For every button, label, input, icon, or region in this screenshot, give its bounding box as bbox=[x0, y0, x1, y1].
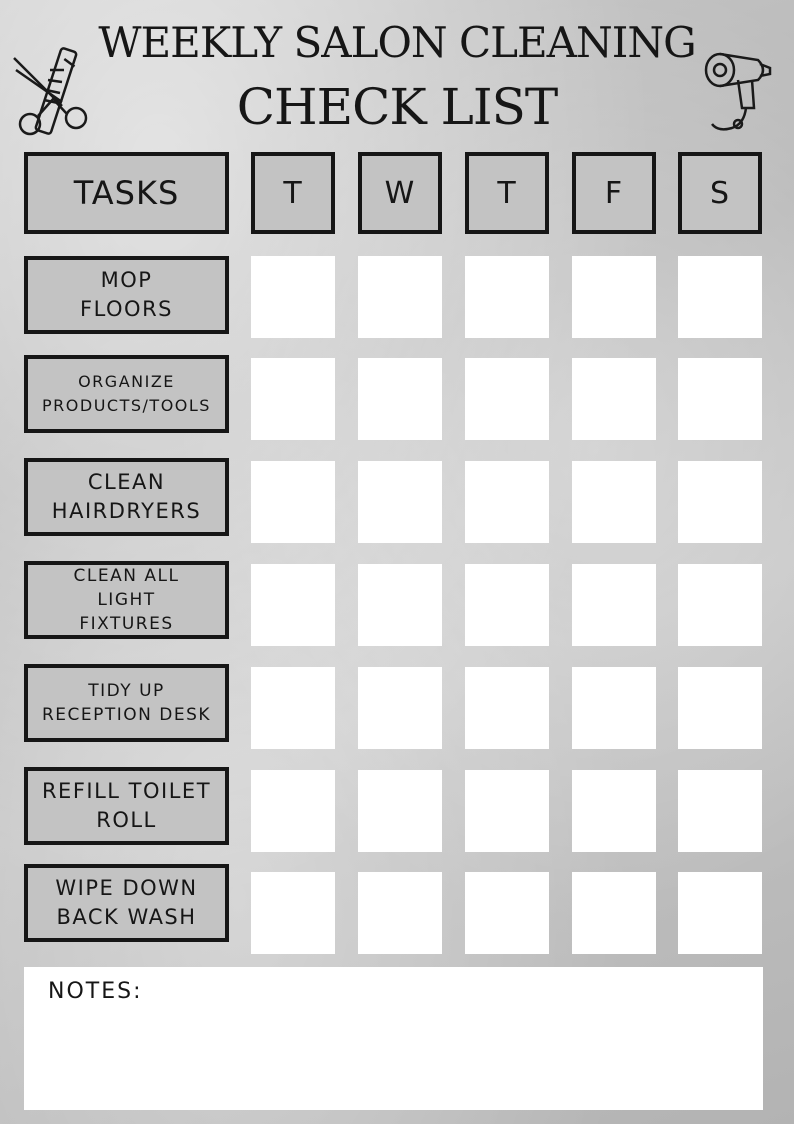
checkbox-task-6-friday[interactable] bbox=[572, 770, 656, 852]
checkbox-task-1-friday[interactable] bbox=[572, 256, 656, 338]
checkbox-task-1-saturday[interactable] bbox=[678, 256, 762, 338]
checkbox-task-2-friday[interactable] bbox=[572, 358, 656, 440]
day-header-wednesday: W bbox=[358, 152, 442, 234]
checkbox-task-5-friday[interactable] bbox=[572, 667, 656, 749]
task-organize-products-tools: ORGANIZE PRODUCTS/TOOLS bbox=[24, 355, 229, 433]
checkbox-task-6-saturday[interactable] bbox=[678, 770, 762, 852]
checkbox-task-7-tuesday[interactable] bbox=[251, 872, 335, 954]
checkbox-task-7-saturday[interactable] bbox=[678, 872, 762, 954]
checkbox-task-5-tuesday[interactable] bbox=[251, 667, 335, 749]
notes-area[interactable] bbox=[24, 967, 763, 1110]
day-header-tuesday: T bbox=[251, 152, 335, 234]
task-clean-hairdryers: CLEAN HAIRDRYERS bbox=[24, 458, 229, 536]
checkbox-task-2-saturday[interactable] bbox=[678, 358, 762, 440]
checkbox-task-3-saturday[interactable] bbox=[678, 461, 762, 543]
checkbox-task-4-saturday[interactable] bbox=[678, 564, 762, 646]
page-title-line-2: CHECK LIST bbox=[236, 78, 558, 136]
checkbox-task-5-wednesday[interactable] bbox=[358, 667, 442, 749]
checkbox-task-7-wednesday[interactable] bbox=[358, 872, 442, 954]
checkbox-task-5-thursday[interactable] bbox=[465, 667, 549, 749]
task-mop-floors: MOP FLOORS bbox=[24, 256, 229, 334]
checkbox-task-7-thursday[interactable] bbox=[465, 872, 549, 954]
task-wipe-down-back-wash: WIPE DOWN BACK WASH bbox=[24, 864, 229, 942]
checkbox-task-6-wednesday[interactable] bbox=[358, 770, 442, 852]
day-header-saturday: S bbox=[678, 152, 762, 234]
checkbox-task-6-tuesday[interactable] bbox=[251, 770, 335, 852]
checkbox-task-3-thursday[interactable] bbox=[465, 461, 549, 543]
checkbox-task-7-friday[interactable] bbox=[572, 872, 656, 954]
task-refill-toilet-roll: REFILL TOILET ROLL bbox=[24, 767, 229, 845]
day-header-friday: F bbox=[572, 152, 656, 234]
checkbox-task-1-tuesday[interactable] bbox=[251, 256, 335, 338]
checkbox-task-2-thursday[interactable] bbox=[465, 358, 549, 440]
page-title-line-1: WEEKLY SALON CLEANING bbox=[98, 18, 696, 67]
task-clean-all-light-fixtures: CLEAN ALL LIGHT FIXTURES bbox=[24, 561, 229, 639]
hairdryer-icon bbox=[698, 44, 778, 136]
task-tidy-up-reception-desk: TIDY UP RECEPTION DESK bbox=[24, 664, 229, 742]
checkbox-task-5-saturday[interactable] bbox=[678, 667, 762, 749]
checkbox-task-4-wednesday[interactable] bbox=[358, 564, 442, 646]
scissors-and-comb-icon bbox=[8, 40, 92, 144]
day-header-thursday: T bbox=[465, 152, 549, 234]
checkbox-task-1-wednesday[interactable] bbox=[358, 256, 442, 338]
checkbox-task-3-friday[interactable] bbox=[572, 461, 656, 543]
checkbox-task-4-friday[interactable] bbox=[572, 564, 656, 646]
checkbox-task-4-tuesday[interactable] bbox=[251, 564, 335, 646]
checkbox-task-2-tuesday[interactable] bbox=[251, 358, 335, 440]
checkbox-task-3-wednesday[interactable] bbox=[358, 461, 442, 543]
notes-label: NOTES: bbox=[48, 979, 143, 1004]
tasks-column-header: TASKS bbox=[24, 152, 229, 234]
checkbox-task-6-thursday[interactable] bbox=[465, 770, 549, 852]
checkbox-task-3-tuesday[interactable] bbox=[251, 461, 335, 543]
checkbox-task-1-thursday[interactable] bbox=[465, 256, 549, 338]
checkbox-task-4-thursday[interactable] bbox=[465, 564, 549, 646]
checkbox-task-2-wednesday[interactable] bbox=[358, 358, 442, 440]
